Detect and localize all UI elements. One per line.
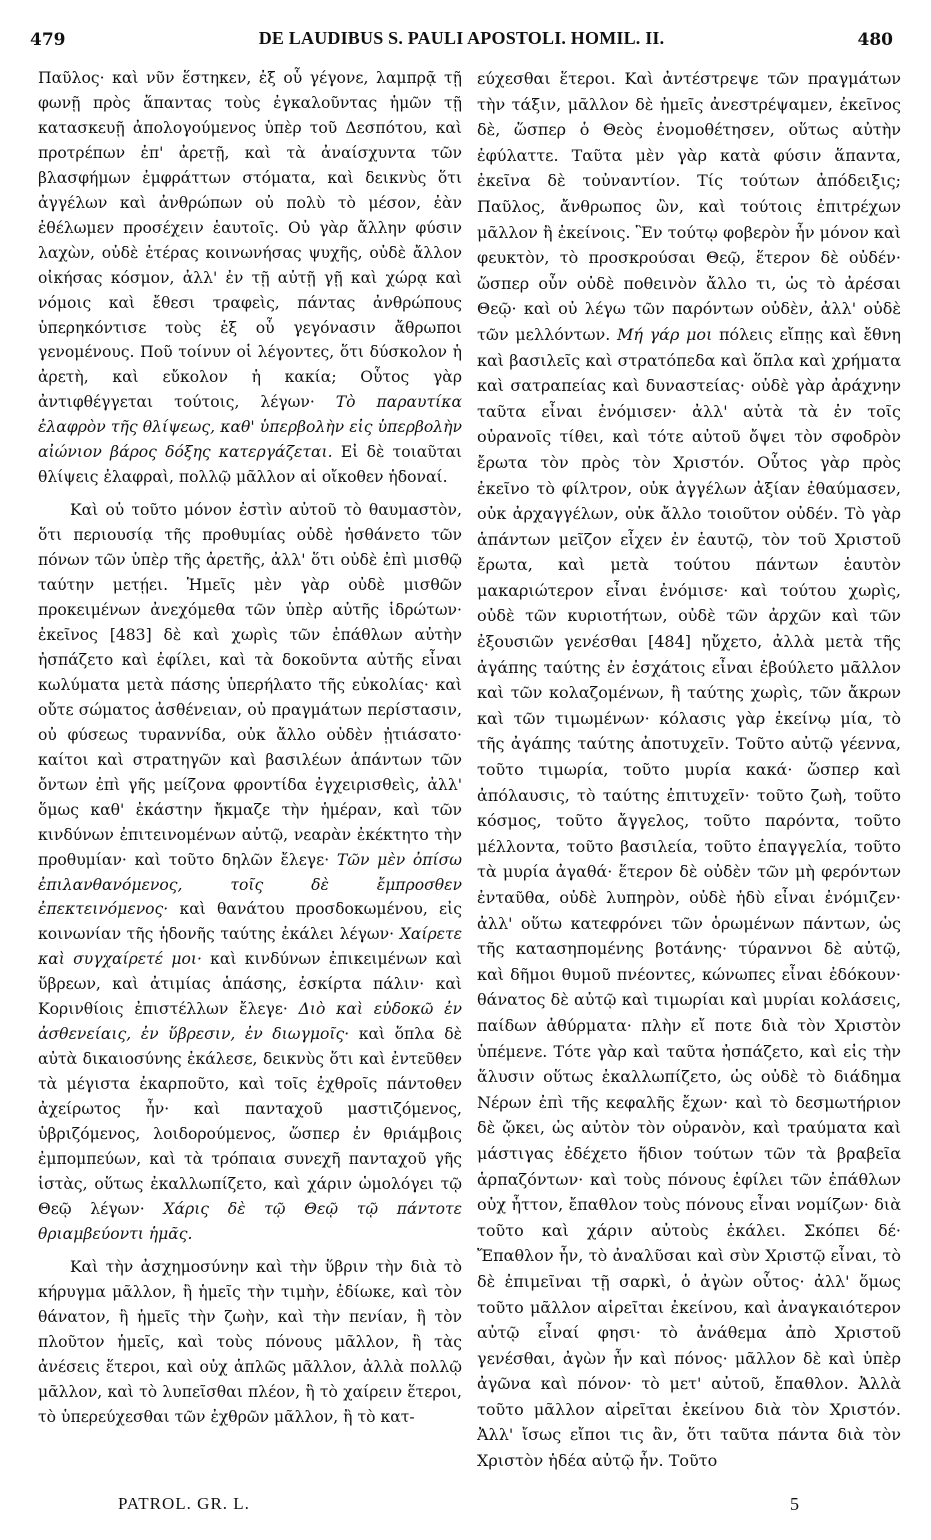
- scripture-quote: Διὸ καὶ εὐδοκῶ ἐν ἀσθενείαις, ἐν ὕβρεσιν, ἐν διωγμοῖς·: [38, 1000, 462, 1044]
- text: εύχεσθαι ἕτεροι. Καὶ ἀντέστρεψε τῶν πραγμάτων τὴν τάξιν, μᾶλλον δὲ ἡμεῖς ἀνεστρέψαμεν, ἐκεῖνος δὲ, ὥσπερ ὁ Θεὸς ἐνομοθέτησεν, οὕτως αὐτὴν ἐφύλαττε. Ταῦτα μὲν γὰρ κατὰ φύσιν ἅπαντα, ἐκεῖνα δὲ τοὐναντίον. Τίς τούτων ἀπόδειξις; Παῦλος, ἄνθρωπος ὢν, καὶ τούτοις ἐπιτρέχων μᾶλλον ἢ ἐκείνοις. Ἓν τούτῳ φοβερὸν ἦν μόνον καὶ φευκτὸν, τὸ προσκρούσαι Θεῷ, ἕτερον δὲ οὐδέν· ὥσπερ οὖν οὐδὲ ποθεινὸν ἄλλο τι, ὡς τὸ ἀρέσαι Θεῷ· καὶ οὐ λέγω τῶν παρόντων οὐδὲν, ἀλλ' οὐδὲ τῶν μελλόντων.: [477, 69, 901, 344]
- text: Καὶ τὴν ἀσχημοσύνην καὶ τὴν ὕβριν τὴν διὰ τὸ κήρυγμα μᾶλλον, ἢ ἡμεῖς τὴν τιμὴν, ἐδίωκε, καὶ τὸν θάνατον, ἢ ἡμεῖς τὴν ζωὴν, καὶ τὴν πενίαν, ἢ τὸν πλοῦτον ἡμεῖς, καὶ τοὺς πόνους μᾶλλον, ἢ τὰς ἀνέσεις ἕτεροι, καὶ οὐχ ἁπλῶς μᾶλλον, ἀλλὰ πολλῷ μᾶλλον, καὶ τὸ λυπεῖσθαι πλέον, ἢ τὸ χαίρειν ἕτεροι, τὸ ὑπερεύχεσθαι τῶν ἐχθρῶν μᾶλλον, ἢ τὸ κατ-: [38, 1257, 462, 1426]
- footer-sheet-number: 5: [790, 1494, 799, 1514]
- paragraph: [38, 1255, 462, 1430]
- scripture-quote: Τὸ παραυτίκα ἐλαφρὸν τῆς θλίψεως, καθ' ὑπερβολὴν εἰς ὑπερβολὴν αἰώνιον βάρος δόξης κατεργάζεται.: [38, 393, 462, 462]
- scripture-quote: Χαίρετε καὶ συγχαίρετέ μοι·: [38, 925, 462, 969]
- text: καὶ θανάτου προσδοκωμένου, εἰς κοινωνίαν τῆς ἡδονῆς ταύτης ἐκάλει λέγων·: [38, 900, 462, 944]
- right-column: [477, 66, 901, 1474]
- text: Καὶ οὐ τοῦτο μόνον ἐστὶν αὐτοῦ τὸ θαυμαστὸν, ὅτι περιουσίᾳ τῆς προθυμίας οὐδὲ ἠσθάνετο τῶν πόνων τῶν ὑπὲρ τῆς ἀρετῆς, ἀλλ' ὅτι οὐδὲ ἐπὶ μισθῷ ταύτην μετῄει. Ἡμεῖς μὲν γὰρ οὐδὲ μισθῶν προκειμένων ἀνεχόμεθα τῶν ὑπὲρ αὐτῆς ἱδρώτων· ἐκεῖνος [483] δὲ καὶ χωρὶς τῶν ἐπάθλων αὐτὴν ἠσπάζετο καὶ ἐφίλει, καὶ τὰ δοκοῦντα αὐτῆς εἶναι κωλύματα μετὰ πάσης ὑπερήλατο τῆς εὐκολίας· καὶ οὔτε σώματος ἀσθένειαν, οὐ πραγμάτων περίστασιν, οὐ φύσεως τυραννίδα, οὐκ ἄλλο οὐδὲν ᾐτιάσατο· καίτοι καὶ στρατηγῶν καὶ βασιλέων ἁπάντων τῶν ὄντων ἐπὶ γῆς μείζονα φροντίδα ἐγχειρισθεὶς, ἀλλ' ὅμως καθ' ἑκάστην ἤκμαζε τὴν ἡμέραν, καὶ τῶν κινδύνων ἐπιτεινομένων αὐτῷ, νεαρὰν ἐκέκτητο τὴν προθυμίαν· καὶ τοῦτο δηλῶν ἔλεγε·: [38, 501, 462, 869]
- text: καὶ ὅπλα δὲ αὐτὰ δικαιοσύνης ἐκάλεσε, δεικνὺς ὅτι καὶ ἐντεῦθεν τὰ μέγιστα ἐκαρποῦτο, καὶ τοῖς ἐχθροῖς πάντοθεν ἀχείρωτος ἦν· καὶ πανταχοῦ μαστιζόμενος, ὑβριζόμενος, λοιδορούμενος, ὥσπερ ἐν θριάμβοις ἐμπομπεύων, καὶ τὰ τρόπαια συνεχῆ πανταχοῦ γῆς ἱστὰς, οὕτως ἐκαλλωπίζετο, καὶ χάριν ὡμολόγει τῷ Θεῷ λέγων·: [38, 1025, 462, 1218]
- page-number-right: 480: [857, 30, 893, 50]
- text: πόλεις εἴπῃς καὶ ἔθνη καὶ βασιλεῖς καὶ στρατόπεδα καὶ ὅπλα καὶ χρήματα καὶ σατραπείας καὶ δυναστείας· οὐδὲ γὰρ ἀράχνην ταῦτα εἶναι ἐνόμισεν· ἀλλ' αὐτὰ τὰ ἐν τοῖς οὐρανοῖς τίθει, καὶ τότε αὐτοῦ ὄψει τὸν σφοδρὸν ἔρωτα τὸν πρὸς τὸν Χριστόν. Οὗτος γὰρ πρὸς ἐκεῖνο τὸ φίλτρον, οὐκ ἀγγέλων ἀξίαν ἐθαύμασεν, οὐκ ἀρχαγγέλων, οὐκ ἄλλο τοιοῦτον οὐδέν. Τὸ γὰρ ἁπάντων μεῖζον εἶχεν ἐν ἑαυτῷ, τὸν τοῦ Χριστοῦ ἔρωτα, καὶ μετὰ τούτου πάντων ἑαυτὸν μακαριώτερον εἶναι ἐνόμισε· καὶ τούτου χωρὶς, οὐδὲ τῶν κυριοτήτων, οὐδὲ τῶν ἀρχῶν καὶ τῶν ἐξουσιῶν γενέσθαι [484] ηὔχετο, ἀλλὰ μετὰ τῆς ἀγάπης ταύτης ἐν ἐσχάτοις εἶναι ἐβούλετο μᾶλλον καὶ τῶν κολαζομένων, ἢ ταύτης χωρὶς, τῶν ἄκρων καὶ τῶν τιμωμένων· κόλασις γὰρ ἐκείνῳ μία, τὸ τῆς ἀγάπης ταύτης ἀποτυχεῖν. Τοῦτο αὐτῷ γέεννα, τοῦτο τιμωρία, τοῦτο μυρία κακά· ὥσπερ καὶ ἀπόλαυσις, τὸ ταύτης ἐπιτυχεῖν· τοῦτο ζωὴ, τοῦτο κόσμος, τοῦτο ἄγγελος, τοῦτο παρόντα, τοῦτο μέλλοντα, τοῦτο βασιλεία, τοῦτο ἐπαγγελία, τοῦτο τὰ μυρία ἀγαθά· ἕτερον δὲ οὐδὲν τῶν μὴ φερόντων ἐνταῦθα, οὐδὲ λυπηρὸν, οὐδὲ ἡδὺ εἶναι ἐνόμιζεν· ἀλλ' οὕτω κατεφρόνει τῶν ὁρωμένων πάντων, ὡς τῆς κατασηπομένης βοτάνης· τύραννοι δὲ αὐτῷ, καὶ δῆμοι θυμοῦ πνέοντες, κώνωπες εἶναι ἐδόκουν· θάνατος δὲ αὐτῷ καὶ τιμωρίαι καὶ μυρίαι κολάσεις, παίδων ἀθύρματα· πλὴν εἴ ποτε διὰ τὸν Χριστὸν ὑπέμενε. Τότε γὰρ καὶ ταῦτα ἠσπάζετο, καὶ εἰς τὴν ἅλυσιν οὕτως ἐκαλλωπίζετο, ὡς οὐδὲ τὸ διάδημα Νέρων ἐπὶ τῆς κεφαλῆς ἔχων· καὶ τὸ δεσμωτήριον δὲ ᾤκει, ὡς αὐτὸν τὸν οὐρανὸν, καὶ τραύματα καὶ μάστιγας ἐδέχετο ἥδιον τούτων τῶν τὰ βραβεῖα ἁρπαζόντων· καὶ τοὺς πόνους ἐφίλει τῶν ἐπάθλων οὐχ ἧττον, ἔπαθλον τοὺς πόνους εἶναι νομίζων· διὰ τοῦτο καὶ χάριν αὐτοὺς ἐκάλει. Σκόπει δέ· Ἔπαθλον ἦν, τὸ ἀναλῦσαι καὶ σὺν Χριστῷ εἶναι, τὸ δὲ ἐπιμεῖναι τῇ σαρκὶ, ὁ ἀγὼν οὗτος· ἀλλ' ὅμως τοῦτο μᾶλλον αἱρεῖται ἐκείνου, καὶ ἀναγκαιότερον αὐτῷ εἶναί φησι· τὸ ἀνάθεμα ἀπὸ Χριστοῦ γενέσθαι, ἀγὼν ἦν καὶ πόνος· μᾶλλον δὲ καὶ ὑπὲρ ἀγῶνα καὶ πόνον· τὸ μετ' αὐτοῦ, ἔπαθλον. Ἀλλὰ τοῦτο μᾶλλον αἱρεῖται ἐκείνου διὰ τὸν Χριστόν. Ἀλλ' ἴσως εἴποι τις ἂν, ὅτι ταῦτα πάντα διὰ τὸν Χριστὸν ἡδέα αὐτῷ ἦν. Τοῦτο: [477, 324, 902, 1471]
- paragraph: [38, 66, 462, 490]
- scripture-quote: Χάρις δὲ τῷ Θεῷ τῷ πάντοτε θριαμβεύοντι ἡμᾶς.: [38, 1199, 463, 1243]
- paragraph: [38, 498, 462, 1247]
- italic-phrase: Μή γάρ μοι: [616, 324, 713, 344]
- running-title: DE LAUDIBUS S. PAULI APOSTOLI. HOMIL. II.: [258, 28, 665, 48]
- scripture-quote: Τῶν μὲν ὀπίσω ἐπιλανθανόμενος, τοῖς δὲ ἔμπροσθεν ἐπεκτεινόμενος·: [38, 850, 462, 919]
- page-number-left: 479: [30, 30, 66, 50]
- text: Παῦλος· καὶ νῦν ἕστηκεν, ἐξ οὗ γέγονε, λαμπρᾷ τῇ φωνῇ πρὸς ἅπαντας τοὺς ἐγκαλοῦντας ἡμῶν τῇ κατασκευῇ ἀπολογούμενος ὑπὲρ τοῦ Δεσπότου, καὶ προτρέπων ἐπ' ἀρετῇ, καὶ τὰ ἀναίσχυντα τῶν βλασφήμων ἐμφράττων στόματα, καὶ δεικνὺς ὅτι ἀγγέλων καὶ ἀνθρώπων οὐ πολὺ τὸ μέσον, ἐὰν ἐθέλωμεν προσέχειν ἑαυτοῖς. Οὐ γὰρ ἄλλην φύσιν λαχὼν, οὐδὲ ἑτέρας κοινωνήσας ψυχῆς, οὐδὲ ἄλλον οἰκήσας κόσμον, ἀλλ' ἐν τῇ αὐτῇ γῇ καὶ χώρᾳ καὶ νόμοις καὶ ἔθεσι τραφεὶς, πάντας ἀνθρώπους ὑπερηκόντισε τοὺς ἐξ οὗ γεγόνασιν ἄθρωποι γενομένους. Ποῦ τοίνυν οἱ λέγοντες, ὅτι δύσκολον ἡ ἀρετὴ, καὶ εὔκολον ἡ κακία; Οὗτος γὰρ ἀντιφθέγγεται τούτοις, λέγων·: [38, 69, 462, 412]
- left-column: [38, 66, 462, 1429]
- text: Εἰ δὲ τοιαῦται θλίψεις ἐλαφραὶ, πολλῷ μᾶλλον αἱ οἴκοθεν ἡδοναί.: [38, 443, 462, 487]
- paragraph: [477, 66, 901, 1474]
- text: καὶ κινδύνων ἐπικειμένων καὶ ὕβρεων, καὶ ἀτιμίας ἁπάσης, ἐσκίρτα πάλιν· καὶ Κορινθίοις ἐπιστέλλων ἔλεγε·: [38, 950, 463, 1019]
- footer-signature: PATROL. GR. L.: [118, 1494, 250, 1513]
- page-header: [30, 28, 893, 56]
